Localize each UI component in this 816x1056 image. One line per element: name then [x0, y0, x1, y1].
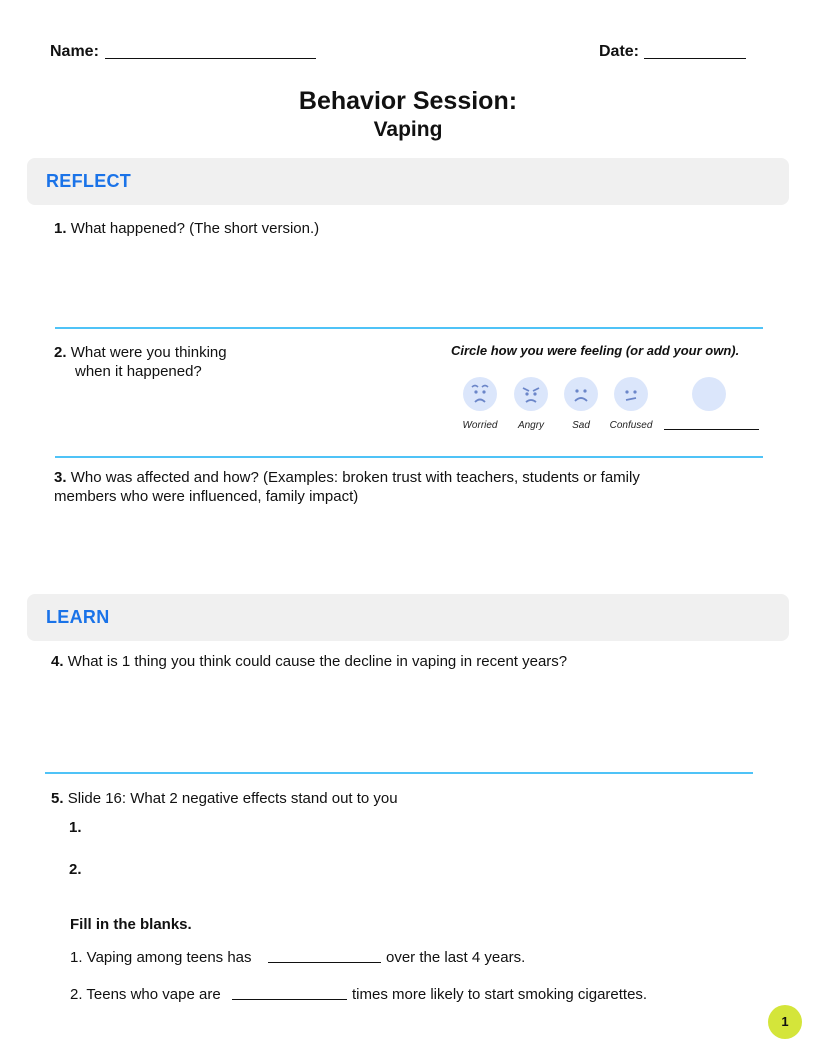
question-number: 1.	[54, 220, 67, 237]
divider	[55, 456, 763, 458]
question-number: 4.	[51, 653, 64, 670]
fill-blanks-heading: Fill in the blanks.	[70, 916, 192, 933]
sad-face-icon[interactable]	[564, 377, 598, 411]
answer-item-2: 2.	[69, 861, 82, 878]
confused-face-icon[interactable]	[614, 377, 648, 411]
name-field[interactable]	[105, 58, 316, 59]
feelings-instruction: Circle how you were feeling (or add your own).	[451, 343, 740, 358]
divider	[55, 327, 763, 329]
page-number-badge: 1	[768, 1005, 802, 1039]
blank-face-icon[interactable]	[692, 377, 726, 411]
question-number: 3.	[54, 469, 67, 486]
date-label: Date:	[599, 43, 640, 60]
question-3	[54, 468, 640, 488]
question-4	[51, 652, 567, 672]
name-label: Name:	[50, 43, 99, 60]
fill-sentence-1-start: 1. Vaping among teens has	[70, 949, 252, 966]
fill-blank-1[interactable]	[268, 962, 381, 963]
question-text: Who was affected and how? (Examples: broken trust with teachers, students or family	[70, 469, 640, 486]
question-text: What is 1 thing you think could cause the decline in vaping in recent years?	[67, 653, 568, 670]
question-text: What happened? (The short version.)	[70, 220, 320, 237]
worried-face-icon[interactable]	[463, 377, 497, 411]
question-1	[54, 219, 319, 239]
reflect-label: REFLECT	[46, 171, 132, 191]
date-field[interactable]	[644, 58, 746, 59]
question-2	[54, 343, 227, 363]
question-text: Slide 16: What 2 negative effects stand out to you	[67, 790, 398, 807]
divider	[45, 772, 753, 774]
question-5	[51, 789, 398, 809]
page-title: Behavior Session:	[298, 87, 518, 115]
page-subtitle: Vaping	[373, 118, 443, 141]
answer-item-1: 1.	[69, 819, 82, 836]
feeling-label-sad: Sad	[572, 420, 590, 431]
question-number: 2.	[54, 344, 67, 361]
learn-label: LEARN	[46, 607, 110, 627]
reflect-section-header	[27, 158, 789, 205]
custom-feeling-field[interactable]	[664, 429, 759, 430]
question-text: What were you thinking	[70, 344, 227, 361]
feeling-label-angry: Angry	[517, 420, 545, 431]
question-number: 5.	[51, 790, 64, 807]
fill-blank-2[interactable]	[232, 999, 347, 1000]
fill-sentence-2-start: 2. Teens who vape are	[70, 986, 221, 1003]
question-3-continued: members who were influenced, family impact)	[54, 488, 359, 505]
question-2-continued: when it happened?	[75, 363, 202, 380]
angry-face-icon[interactable]	[514, 377, 548, 411]
feeling-label-confused: Confused	[609, 420, 653, 431]
feeling-label-worried: Worried	[462, 420, 498, 431]
learn-section-header	[27, 594, 789, 641]
fill-sentence-2-end: times more likely to start smoking cigarettes.	[352, 986, 648, 1003]
fill-sentence-1-end: over the last 4 years.	[386, 949, 526, 966]
